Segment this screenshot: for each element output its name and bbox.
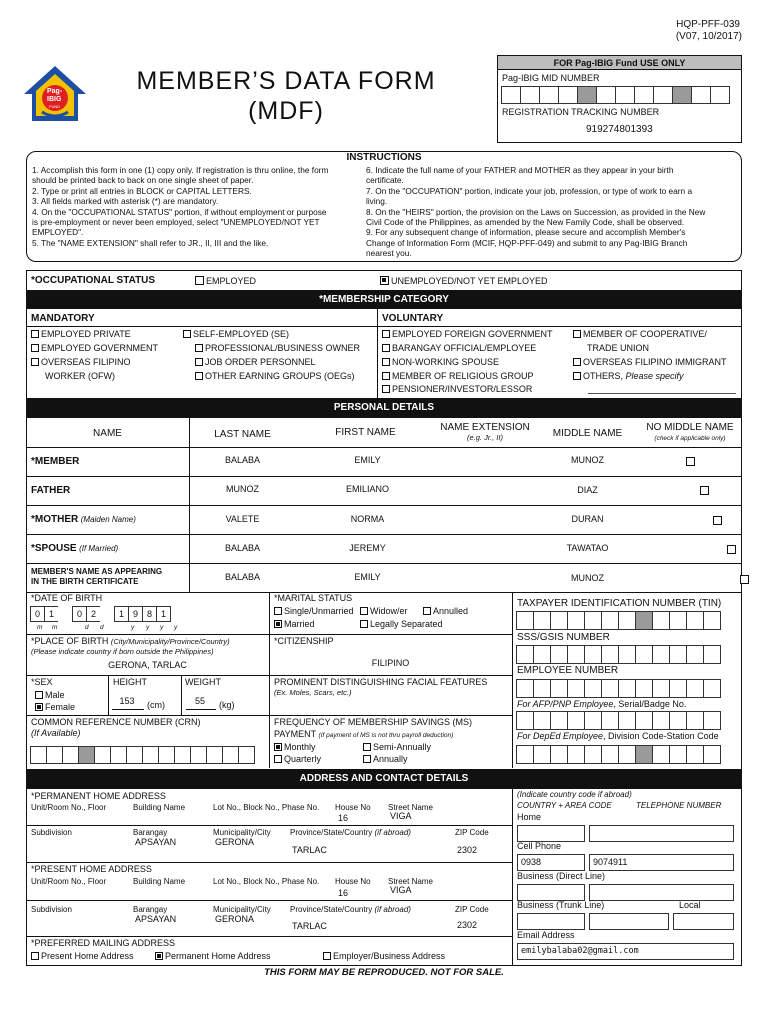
employee-number-label: EMPLOYEE NUMBER [517, 665, 619, 676]
province-hint: (if abroad) [374, 905, 411, 914]
crn-boxes[interactable] [31, 746, 255, 764]
checkbox[interactable] [573, 358, 581, 366]
option-label: Married [284, 619, 315, 629]
address-contact-bar: ADDRESS AND CONTACT DETAILS [26, 769, 742, 789]
checkbox[interactable] [35, 703, 43, 711]
pres-province-value[interactable]: TARLAC [292, 921, 327, 931]
dob-legend-y1: y [131, 624, 135, 631]
employed-private-option[interactable] [31, 330, 131, 340]
form-code: HQP-PFF-039 [676, 19, 740, 30]
father-middle-name[interactable]: DIAZ [577, 485, 598, 495]
height-value[interactable]: 153 [119, 696, 135, 706]
employed-checkbox[interactable] [195, 276, 204, 285]
quarterly-option[interactable] [274, 755, 321, 765]
option-label: BARANGAY OFFICIAL/EMPLOYEE [392, 343, 537, 353]
option-label: Female [45, 702, 76, 712]
spouse-first-name[interactable]: JEREMY [349, 543, 386, 553]
checkbox[interactable] [323, 952, 331, 960]
mother-no-middle-checkbox[interactable] [713, 516, 722, 525]
permanent-address-label: *PERMANENT HOME ADDRESS [31, 791, 166, 801]
dob-digit[interactable]: 0 [30, 606, 45, 622]
dob-digit[interactable]: 2 [86, 606, 101, 622]
mandatory-label: MANDATORY [31, 313, 95, 324]
deped-hint-italic: For DepEd Employee [517, 731, 604, 741]
country-code-hint: (Indicate country code if abroad) [517, 790, 632, 799]
crn-hint: (If Available) [31, 728, 81, 738]
mother-hint: (Maiden Name) [80, 515, 136, 524]
oeg-option[interactable] [195, 372, 355, 382]
perm-province-value[interactable]: TARLAC [292, 845, 327, 855]
weight-unit: (kg) [219, 700, 235, 710]
option-label: Employer/Business Address [333, 951, 446, 961]
checkbox[interactable] [363, 755, 371, 763]
instruction-line: Change of Information Form (MCIF, HQP-PFF-049) and submit to any Pag-IBIG Branch [366, 237, 688, 248]
dob-boxes[interactable] [31, 606, 171, 622]
option-label: OVERSEAS FILIPINO IMMIGRANT [583, 357, 727, 367]
afp-hint-text: , Serial/Badge No. [613, 699, 687, 709]
perm-zip-value[interactable]: 2302 [457, 845, 478, 855]
checkbox[interactable] [363, 743, 371, 751]
pres-building-label: Building Name [133, 877, 186, 886]
present-address-label: *PRESENT HOME ADDRESS [31, 864, 152, 874]
voluntary-label: VOLUNTARY [382, 313, 444, 324]
col-name-extension-header: NAME EXTENSION [440, 422, 530, 433]
checkbox[interactable] [274, 607, 282, 615]
male-option[interactable] [35, 691, 65, 701]
pob-hint-2: (Please indicate country if born outside the Philippines) [31, 647, 214, 656]
pres-municipality-label: Municipality/City [213, 905, 271, 914]
dob-legend-m2: m [52, 624, 58, 631]
mother-row-label [31, 514, 136, 525]
dob-legend-y4: y [174, 624, 178, 631]
spouse-row-label [31, 543, 118, 554]
spouse-middle-name[interactable]: TAWATAO [566, 543, 609, 553]
option-label: Present Home Address [41, 951, 134, 961]
facial-features-hint: (Ex. Moles, Scars, etc.) [274, 688, 352, 697]
perm-building-label: Building Name [133, 803, 186, 812]
professional-option[interactable] [195, 344, 360, 354]
others-specify-line[interactable] [588, 393, 736, 394]
email-field[interactable]: emilybalaba02@gmail.com [517, 943, 734, 960]
option-label: Male [45, 690, 65, 700]
instruction-line: certificate. [366, 175, 404, 186]
mail-permanent-option[interactable] [155, 952, 271, 962]
dob-digit[interactable]: 1 [44, 606, 59, 622]
col-name-extension-hint: (e.g. Jr., II) [467, 433, 503, 442]
ofw-label-line2: WORKER (OFW) [45, 371, 115, 381]
checkbox[interactable] [274, 755, 282, 763]
footer-note: THIS FORM MAY BE REPRODUCED. NOT FOR SALE. [264, 967, 504, 978]
citizenship-label: *CITIZENSHIP [274, 636, 334, 646]
business-direct-phone-field[interactable] [589, 884, 734, 901]
pres-subdivision-label: Subdivision [31, 905, 72, 914]
mother-label: *MOTHER [31, 514, 79, 525]
father-first-name[interactable]: EMILIANO [345, 484, 389, 494]
instruction-line: 9. For any subsequent change of information, please secure and accomplish Member's [366, 227, 686, 238]
checkbox[interactable] [573, 372, 581, 380]
perm-zip-label: ZIP Code [455, 828, 489, 837]
unemployed-option[interactable] [380, 276, 548, 287]
home-area-code-field[interactable] [517, 825, 585, 842]
col-last-name-header: LAST NAME [214, 429, 271, 440]
personal-details-bar: PERSONAL DETAILS [26, 398, 742, 418]
frequency-hint: (If payment of MS is not thru payroll deduction) [318, 732, 454, 739]
birthcert-middle-name[interactable]: MUNOZ [571, 573, 604, 583]
member-row-label: *MEMBER [31, 456, 80, 467]
province-text: Province/State/Country [290, 828, 373, 837]
perm-street-value[interactable]: VIGA [390, 811, 412, 821]
father-row-label: FATHER [31, 485, 71, 496]
mother-last-name[interactable]: VALETE [225, 514, 260, 524]
province-text: Province/State/Country [290, 905, 373, 914]
others-option[interactable] [573, 372, 684, 382]
mother-first-name[interactable]: NORMA [350, 514, 385, 524]
instruction-line: 8. On the "HEIRS" portion, the provision on the Laws on Succession, as provided in the New [366, 206, 706, 217]
checkbox[interactable] [382, 330, 390, 338]
cell-phone-label: Cell Phone [517, 841, 562, 851]
checkbox[interactable] [573, 330, 581, 338]
deped-code-boxes[interactable] [517, 745, 721, 764]
home-phone-field[interactable] [589, 825, 734, 842]
afp-pnp-hint [517, 700, 686, 710]
dob-legend-d1: d [85, 624, 89, 631]
option-label: Widow/er [370, 606, 408, 616]
frequency-payment-text: PAYMENT [274, 729, 317, 739]
pres-house-label: House No [335, 877, 371, 886]
instruction-line: 4. On the "OCCUPATIONAL STATUS" portion, if without employment or purpose [32, 206, 327, 217]
birthcert-no-middle-checkbox[interactable] [740, 575, 749, 584]
checkbox[interactable] [274, 620, 282, 628]
marital-status-label: *MARITAL STATUS [274, 593, 353, 603]
semi-annually-option[interactable] [363, 743, 431, 753]
checkbox[interactable] [31, 344, 39, 352]
widow-option[interactable] [360, 607, 408, 617]
frequency-label: FREQUENCY OF MEMBERSHIP SAVINGS (MS) [274, 717, 473, 727]
female-option[interactable] [35, 703, 75, 713]
instructions-left [32, 165, 362, 248]
height-unit: (cm) [147, 700, 165, 710]
religious-group-option[interactable] [382, 372, 534, 382]
instructions-title: INSTRUCTIONS [346, 152, 422, 163]
tin-label: TAXPAYER IDENTIFICATION NUMBER (TIN) [517, 598, 722, 609]
option-label: Annually [373, 754, 408, 764]
dob-legend-y3: y [160, 624, 164, 631]
business-local-field[interactable] [673, 913, 734, 930]
option-label: OVERSEAS FILIPINO [41, 357, 131, 367]
dob-legend-m1: m [37, 624, 43, 631]
perm-street-label: Street Name [388, 803, 433, 812]
instruction-line: 5. The "NAME EXTENSION" shall refer to JR., II, III and the like. [32, 237, 269, 248]
option-label: EMPLOYED PRIVATE [41, 329, 131, 339]
sex-label: *SEX [31, 677, 53, 687]
birthcert-last-name[interactable]: BALABA [224, 572, 261, 582]
option-label: JOB ORDER PERSONNEL [205, 357, 316, 367]
pres-zip-value[interactable]: 2302 [457, 920, 478, 930]
member-first-name[interactable]: EMILY [354, 455, 381, 465]
dob-gap [58, 606, 73, 622]
height-label: HEIGHT [113, 677, 148, 687]
occupational-status-label: *OCCUPATIONAL STATUS [31, 275, 156, 286]
citizenship-value[interactable]: FILIPINO [371, 658, 410, 668]
mailing-address-label: *PREFERRED MAILING ADDRESS [31, 938, 176, 948]
option-label: NON-WORKING SPOUSE [392, 357, 500, 367]
option-label: Annulled [433, 606, 469, 616]
spouse-hint: (If Married) [79, 544, 119, 553]
crn-label: COMMON REFERENCE NUMBER (CRN) [31, 717, 201, 727]
employed-government-option[interactable] [31, 344, 158, 354]
married-option[interactable] [274, 620, 315, 630]
perm-municipality-label: Municipality/City [213, 828, 271, 837]
deped-hint [517, 732, 719, 742]
checkbox[interactable] [274, 743, 282, 751]
others-specify-hint: Please specify [625, 371, 684, 381]
form-subtitle: (MDF) [248, 97, 324, 125]
employed-label: EMPLOYED [206, 276, 257, 286]
col-country-area: COUNTRY + AREA CODE [517, 801, 612, 810]
ofw-option[interactable] [31, 358, 131, 368]
instruction-line: 7. On the "OCCUPATION" portion, indicate your job, profession, or type of work to earn a [366, 185, 693, 196]
checkbox[interactable] [360, 607, 368, 615]
checkbox[interactable] [360, 620, 368, 628]
instruction-line: 2. Type or print all entries in BLOCK or CAPITAL LETTERS. [32, 185, 252, 196]
spouse-last-name[interactable]: BALABA [224, 543, 261, 553]
rtn-label: REGISTRATION TRACKING NUMBER [502, 107, 660, 117]
option-label: OTHERS, [583, 371, 624, 381]
col-middle-name-header: MIDDLE NAME [552, 428, 623, 439]
instruction-line: should be printed back to back on one single sheet of paper. [32, 175, 254, 186]
option-label: PROFESSIONAL/BUSINESS OWNER [205, 343, 361, 353]
col-first-name-header: FIRST NAME [335, 427, 396, 438]
efg-option[interactable] [382, 330, 553, 340]
pres-house-value[interactable]: 16 [338, 888, 349, 898]
job-order-option[interactable] [195, 358, 316, 368]
checkbox[interactable] [382, 372, 390, 380]
father-no-middle-checkbox[interactable] [700, 486, 709, 495]
option-label: MEMBER OF RELIGIOUS GROUP [392, 371, 534, 381]
checkbox[interactable] [382, 358, 390, 366]
weight-value[interactable]: 55 [194, 696, 205, 706]
frequency-payment-label [274, 730, 453, 740]
local-label: Local [679, 900, 701, 910]
pensioner-option[interactable] [382, 385, 532, 395]
checkbox[interactable] [423, 607, 431, 615]
perm-barangay-value[interactable]: APSAYAN [135, 837, 177, 847]
logo-text-bottom: IBIG [47, 96, 62, 103]
mail-employer-option[interactable] [323, 952, 445, 962]
perm-house-value[interactable]: 16 [338, 813, 349, 823]
birthcert-label-line1: MEMBER'S NAME AS APPEARING [31, 567, 163, 576]
birthcert-first-name[interactable]: EMILY [354, 572, 381, 582]
checkbox[interactable] [155, 952, 163, 960]
dob-gap [100, 606, 115, 622]
sss-gsis-boxes[interactable] [517, 645, 721, 664]
employed-option[interactable] [195, 276, 256, 287]
spouse-label: *SPOUSE [31, 543, 77, 554]
checkbox[interactable] [31, 330, 39, 338]
col-no-middle-name-header: NO MIDDLE NAME [646, 422, 734, 433]
logo-text-fund: FUND [49, 104, 61, 109]
single-option[interactable] [274, 607, 354, 617]
email-label: Email Address [517, 930, 575, 940]
mail-present-option[interactable] [31, 952, 134, 962]
pres-street-value[interactable]: VIGA [390, 885, 412, 895]
pres-barangay-label: Barangay [133, 905, 168, 914]
instruction-line: nearest you. [366, 248, 412, 259]
instruction-line: living. [366, 196, 388, 207]
checkbox[interactable] [382, 344, 390, 352]
instruction-line: 6. Indicate the full name of your FATHER and MOTHER as they appear in your birth [366, 165, 674, 175]
pres-province-label [290, 906, 411, 915]
checkbox[interactable] [195, 358, 203, 366]
mother-middle-name[interactable]: DURAN [571, 514, 604, 524]
weight-label: WEIGHT [185, 677, 221, 687]
instructions-right [366, 165, 738, 259]
pres-zip-label: ZIP Code [455, 905, 489, 914]
birthcert-label-line2: IN THE BIRTH CERTIFICATE [31, 577, 139, 586]
rtn-value: 919274801393 [586, 124, 653, 135]
col-name-header: NAME [93, 428, 122, 439]
option-label: Quarterly [284, 754, 322, 764]
form-version: (V07, 10/2017) [675, 31, 742, 42]
dob-digit[interactable]: 1 [114, 606, 129, 622]
checkbox[interactable] [382, 385, 390, 393]
option-label: Legally Separated [370, 619, 443, 629]
tin-boxes[interactable] [517, 611, 721, 630]
perm-house-label: House No [335, 803, 371, 812]
sss-gsis-label: SSS/GSIS NUMBER [517, 632, 610, 643]
instruction-line: EMPLOYED". [32, 227, 84, 238]
dob-legend-y2: y [146, 624, 150, 631]
perm-unit-label: Unit/Room No., Floor [31, 803, 107, 812]
business-trunk-phone-field[interactable] [589, 913, 669, 930]
pob-value[interactable]: GERONA, TARLAC [108, 660, 187, 670]
dob-label: *DATE OF BIRTH [31, 593, 103, 603]
business-trunk-area-field[interactable] [517, 913, 585, 930]
checkbox[interactable] [183, 330, 191, 338]
instruction-line: 3. All fields marked with asterisk (*) are mandatory. [32, 196, 219, 207]
monthly-option[interactable] [274, 743, 316, 753]
option-label: Semi-Annually [373, 742, 432, 752]
option-label: EMPLOYED FOREIGN GOVERNMENT [392, 329, 553, 339]
cell-prefix-field[interactable]: 0938 [517, 854, 585, 871]
afp-pnp-boxes[interactable] [517, 679, 721, 698]
member-last-name[interactable]: BALABA [224, 455, 261, 465]
perm-barangay-label: Barangay [133, 828, 168, 837]
office-use-box [497, 55, 742, 143]
option-label: MEMBER OF COOPERATIVE/ [583, 329, 707, 339]
instruction-line: is pre-employment or never been employed, select "UNEMPLOYED/NOT YET [32, 217, 320, 228]
option-label: Permanent Home Address [165, 951, 271, 961]
ofi-option[interactable] [573, 358, 727, 368]
business-trunk-label: Business (Trunk Line) [517, 900, 605, 910]
logo-text-top: Pag- [47, 88, 63, 95]
checkbox[interactable] [31, 952, 39, 960]
checkbox[interactable] [195, 344, 203, 352]
mid-number-label: Pag-IBIG MID NUMBER [502, 73, 600, 83]
cooperative-label-line2: TRADE UNION [587, 343, 650, 353]
perm-province-label [290, 829, 411, 838]
col-telephone: TELEPHONE NUMBER [636, 801, 722, 810]
option-label: Single/Unmarried [284, 606, 354, 616]
pres-lot-label: Lot No., Block No., Phase No. [213, 877, 320, 886]
annually-option[interactable] [363, 755, 408, 765]
form-title: MEMBER’S DATA FORM [136, 67, 436, 95]
perm-municipality-value[interactable]: GERONA [215, 837, 255, 847]
province-hint: (if abroad) [374, 828, 411, 837]
unemployed-checkbox[interactable] [380, 276, 389, 285]
pres-municipality-value[interactable]: GERONA [215, 914, 255, 924]
option-label: Monthly [284, 742, 316, 752]
home-phone-label: Home [517, 812, 542, 822]
pres-barangay-value[interactable]: APSAYAN [135, 914, 177, 924]
perm-subdivision-label: Subdivision [31, 828, 72, 837]
business-direct-label: Business (Direct Line) [517, 871, 606, 881]
instruction-line: 1. Accomplish this form in one (1) copy only. If registration is thru online, the form [32, 165, 329, 175]
dob-digit[interactable]: 0 [72, 606, 87, 622]
col-no-middle-name-hint: (check if applicable only) [654, 435, 726, 442]
option-label: OTHER EARNING GROUPS (OEGs) [205, 371, 355, 381]
dob-legend-d2: d [100, 624, 104, 631]
deped-hint-text: , Division Code-Station Code [603, 731, 719, 741]
office-use-title: FOR Pag-IBIG Fund USE ONLY [498, 56, 741, 70]
afp-hint-italic: For AFP/PNP Employee [517, 699, 614, 709]
member-middle-name[interactable]: MUNOZ [571, 455, 604, 465]
dob-digit[interactable]: 8 [142, 606, 157, 622]
father-last-name[interactable]: MUNOZ [226, 484, 259, 494]
spouse-no-middle-checkbox[interactable] [727, 545, 736, 554]
unemployed-label: UNEMPLOYED/NOT YET EMPLOYED [391, 276, 548, 286]
member-no-middle-checkbox[interactable] [686, 457, 695, 466]
cell-number-field[interactable]: 9074911 [589, 854, 734, 871]
perm-lot-label: Lot No., Block No., Phase No. [213, 803, 320, 812]
pagibig-logo [22, 64, 88, 124]
pob-label-text: *PLACE OF BIRTH [31, 636, 109, 646]
facial-features-label: PROMINENT DISTINGUISHING FACIAL FEATURES [274, 677, 488, 687]
option-label: PENSIONER/INVESTOR/LESSOR [392, 384, 533, 394]
checkbox[interactable] [35, 691, 43, 699]
dob-digit[interactable]: 9 [128, 606, 143, 622]
business-direct-area-field[interactable] [517, 884, 585, 901]
self-employed-option[interactable] [183, 330, 289, 340]
cooperative-option[interactable] [573, 330, 707, 340]
pob-hint: (City/Municipality/Province/Country) [110, 637, 230, 646]
pres-unit-label: Unit/Room No., Floor [31, 877, 107, 886]
non-working-spouse-option[interactable] [382, 358, 499, 368]
pob-label [31, 637, 230, 647]
dob-digit[interactable]: 1 [156, 606, 171, 622]
checkbox[interactable] [31, 358, 39, 366]
mid-number-boxes[interactable] [502, 86, 730, 104]
pres-street-label: Street Name [388, 877, 433, 886]
barangay-official-option[interactable] [382, 344, 536, 354]
option-label: EMPLOYED GOVERNMENT [41, 343, 159, 353]
checkbox[interactable] [195, 372, 203, 380]
membership-category-bar: *MEMBERSHIP CATEGORY [26, 290, 742, 309]
deped-boxes[interactable] [517, 711, 721, 730]
annulled-option[interactable] [423, 607, 468, 617]
instruction-line: Civil Code of the Philippines, as amended by the New Family Code, shall be observed. [366, 217, 685, 228]
separated-option[interactable] [360, 620, 443, 630]
option-label: SELF-EMPLOYED (SE) [193, 329, 290, 339]
